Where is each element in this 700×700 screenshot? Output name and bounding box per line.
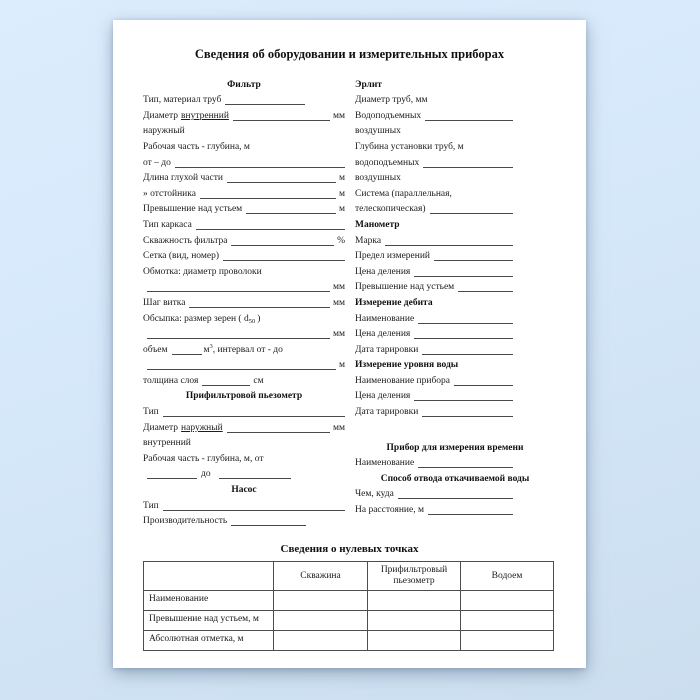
right-column — [355, 75, 555, 527]
form-row: Диаметр внутренний мм — [143, 110, 345, 121]
blank-line — [231, 235, 334, 246]
form-row: Цена деления — [355, 325, 555, 341]
blank-line — [147, 328, 330, 339]
blank-line — [227, 422, 330, 433]
blank-line — [454, 375, 513, 386]
column-header: Скважина — [274, 562, 368, 591]
blank-line — [434, 250, 513, 261]
blank-line — [231, 515, 306, 526]
row-label: Наименование — [144, 591, 274, 611]
blank-line — [147, 281, 330, 292]
form-row: Марка — [355, 231, 555, 247]
blank-line — [225, 94, 305, 105]
form-row: Длина глухой части м — [143, 173, 345, 184]
form-row: Водоподъемных — [355, 106, 555, 122]
table-row — [144, 591, 554, 611]
section-heading: Фильтр — [227, 79, 261, 90]
form-row: толщина слоя см — [143, 375, 264, 386]
form-row: Производительность — [143, 512, 345, 528]
blank-line — [246, 203, 336, 214]
blank-line — [414, 266, 513, 277]
blank-line — [200, 188, 336, 199]
form-row: Сетка (вид, номер) — [143, 247, 345, 263]
section-heading: Прибор для измерения времени — [386, 442, 524, 453]
table-header-row — [144, 562, 554, 591]
row-label: Абсолютная отметка, м — [144, 631, 274, 651]
form-row: до — [143, 465, 345, 481]
form-row: внутренний — [143, 438, 191, 449]
section-heading: Прифильтровой пьезометр — [185, 391, 303, 402]
blank-line — [458, 281, 513, 292]
column-header: Прифильтровый пьезометр — [368, 562, 461, 591]
blank-line — [385, 235, 513, 246]
blank-line — [422, 344, 513, 355]
blank-line — [223, 250, 345, 261]
table-cell — [461, 631, 554, 651]
form-row: телескопическая) — [355, 200, 555, 216]
blank-line — [172, 344, 202, 355]
section-heading: Манометр — [355, 219, 400, 230]
blank-line — [196, 219, 345, 230]
form-row: Тип — [143, 402, 345, 418]
form-row: Диаметр труб, мм — [355, 95, 428, 106]
form-row: Тип — [143, 496, 345, 512]
blank-line — [175, 157, 345, 168]
form-row: Обмотка: диаметр проволоки — [143, 266, 262, 277]
form-row: Предел измерений — [355, 247, 555, 263]
form-row: » отстойника м — [143, 188, 345, 199]
form-row: водоподъемных — [355, 153, 555, 169]
form-row: Шаг витка мм — [143, 297, 345, 308]
column-header: Водоем — [461, 562, 554, 591]
blank-line — [414, 328, 513, 339]
blank-line — [418, 457, 513, 468]
table-cell — [274, 631, 368, 651]
blank-line — [398, 488, 513, 499]
form-row: Дата тарировки — [355, 340, 555, 356]
blank-line — [414, 390, 513, 401]
form-row: Чем, куда — [355, 485, 555, 501]
table-row — [144, 611, 554, 631]
column-header — [144, 562, 274, 591]
section-heading: Насос — [231, 485, 257, 496]
spacer — [355, 418, 555, 438]
table-cell — [274, 591, 368, 611]
form-columns — [143, 75, 556, 527]
table-cell — [461, 591, 554, 611]
table-cell — [368, 631, 461, 651]
document-page — [113, 20, 586, 668]
section-heading: Способ отвода откачиваемой воды — [380, 473, 530, 484]
form-row: Рабочая часть - глубина, м — [143, 141, 250, 152]
table-row — [144, 631, 554, 651]
form-row: воздушных — [355, 173, 401, 184]
zero-points-title: Сведения о нулевых точках — [280, 543, 419, 556]
form-row: мм — [143, 325, 345, 341]
section-heading: Эрлит — [355, 79, 382, 90]
document-title: Сведения об оборудовании и измерительных приборах — [194, 47, 505, 61]
form-row: Тип каркаса — [143, 215, 345, 231]
form-row: Цена деления — [355, 387, 555, 403]
blank-line — [219, 468, 291, 479]
blank-line — [163, 500, 345, 511]
form-row: Дата тарировки — [355, 402, 555, 418]
form-row: наружный — [143, 126, 185, 137]
form-row: Превышение над устьем — [355, 278, 555, 294]
blank-line — [163, 406, 345, 417]
row-label: Превышение над устьем, м — [144, 611, 274, 631]
table-cell — [368, 591, 461, 611]
blank-line — [189, 297, 329, 308]
blank-line — [233, 110, 330, 121]
form-row: Рабочая часть - глубина, м, от — [143, 453, 264, 464]
blank-line — [147, 468, 197, 479]
form-row: Скважность фильтра % — [143, 235, 345, 246]
blank-line — [147, 359, 336, 370]
blank-line — [423, 157, 513, 168]
form-row: Наименование — [355, 454, 555, 470]
blank-line — [422, 406, 513, 417]
form-row: Цена деления — [355, 262, 555, 278]
blank-line — [418, 313, 513, 324]
zero-points-table — [143, 561, 554, 651]
table-cell — [461, 611, 554, 631]
form-row: Тип, материал труб — [143, 91, 345, 107]
form-row: объем $м^3$, интервал от - до — [143, 342, 283, 355]
form-row: мм — [143, 278, 345, 294]
blank-line — [428, 504, 513, 515]
form-row: Система (параллельная, — [355, 188, 452, 199]
table-cell — [368, 611, 461, 631]
form-row: Обсыпка: размер зерен ( d $_{50}$ ) — [143, 313, 261, 325]
blank-line — [430, 203, 514, 214]
blank-line — [425, 110, 513, 121]
form-row: воздушных — [355, 126, 401, 137]
form-row: м — [143, 356, 345, 372]
section-heading: Измерение дебита — [355, 297, 433, 308]
form-row: Глубина установки труб, м — [355, 141, 464, 152]
blank-line — [227, 172, 336, 183]
blank-line — [202, 375, 250, 386]
form-row: На расстояние, м — [355, 500, 555, 516]
form-row: от – до — [143, 153, 345, 169]
section-heading: Измерение уровня воды — [355, 360, 459, 371]
table-cell — [274, 611, 368, 631]
form-row: Наименование — [355, 309, 555, 325]
form-row: Диаметр наружный мм — [143, 422, 345, 433]
form-row: Наименование прибора — [355, 371, 555, 387]
form-row: Превышение над устьем м — [143, 204, 345, 215]
left-column — [143, 75, 345, 527]
